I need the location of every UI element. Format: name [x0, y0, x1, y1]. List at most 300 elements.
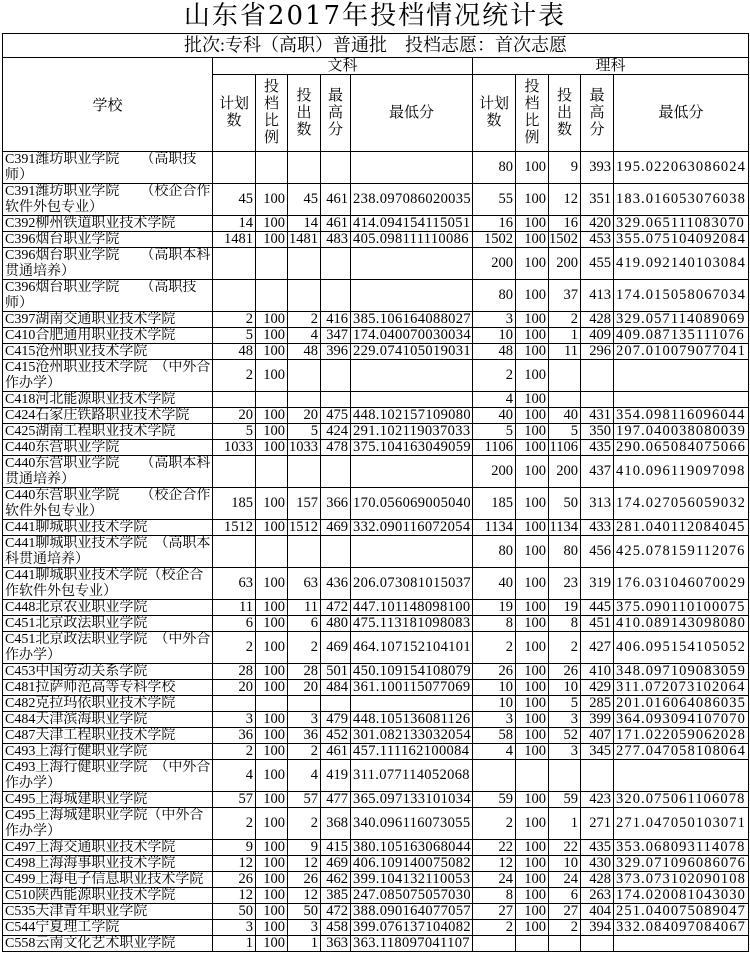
science-admission-ratio: 100	[524, 440, 546, 455]
science-min-score: 354.098116096044	[616, 408, 746, 423]
arts-max-score	[321, 456, 350, 487]
arts-min-score	[351, 360, 472, 391]
science-min-score: 201.016064086035	[616, 696, 746, 711]
arts-plan-count-cell	[213, 888, 256, 904]
arts-max-score-cell	[321, 216, 351, 232]
science-admission-ratio: 100	[524, 312, 546, 327]
science-min-score-cell	[614, 360, 749, 392]
arts-admission-ratio: 100	[263, 495, 285, 511]
arts-admission-ratio-cell	[256, 760, 288, 792]
science-max-score-cell	[581, 184, 614, 216]
arts-admission-ratio-cell	[256, 792, 288, 808]
science-min-score: 277.047058108064	[616, 744, 746, 759]
table-row	[3, 344, 749, 360]
science-admission-ratio: 100	[524, 287, 546, 303]
science-plan-count	[473, 936, 515, 951]
science-min-score: 355.075104092084	[616, 232, 746, 247]
arts-min-score-cell	[351, 360, 473, 392]
science-plan-count: 80	[498, 159, 513, 175]
science-admission-ratio: 100	[524, 872, 546, 887]
science-admitted-count: 52	[563, 728, 578, 743]
science-max-score: 409	[589, 328, 611, 343]
school-name-cell	[3, 488, 213, 520]
science-admitted-count-cell	[549, 712, 581, 728]
arts-max-score-header-cell	[321, 75, 351, 152]
school-name-cell	[3, 280, 213, 312]
arts-admission-ratio	[256, 536, 287, 567]
arts-admission-ratio: 100	[263, 712, 285, 727]
arts-admitted-count-cell	[288, 792, 321, 808]
science-max-score	[581, 392, 613, 407]
science-min-score-cell	[614, 920, 749, 936]
arts-admission-ratio-cell	[256, 904, 288, 920]
arts-max-score	[321, 536, 350, 567]
arts-min-score: 414.094154115051	[353, 216, 471, 231]
arts-plan-count: 26	[238, 872, 253, 887]
arts-plan-count: 4	[245, 767, 253, 783]
arts-max-score: 483	[326, 232, 348, 247]
arts-plan-count	[213, 280, 255, 311]
science-min-score-cell	[614, 488, 749, 520]
arts-admitted-count: 4	[310, 328, 318, 343]
science-plan-count: 10	[498, 696, 513, 711]
science-admitted-count-cell	[549, 152, 581, 184]
table-row	[3, 728, 749, 744]
arts-min-score-cell	[351, 328, 473, 344]
arts-max-score-cell	[321, 440, 351, 456]
arts-max-score-cell	[321, 696, 351, 712]
table-row	[3, 696, 749, 712]
science-admission-ratio: 100	[524, 495, 546, 511]
school-name-cell	[3, 392, 213, 408]
arts-admitted-count-cell	[288, 920, 321, 936]
science-min-score	[614, 760, 748, 791]
arts-min-score: 380.105163068044	[353, 840, 471, 855]
arts-max-score-cell	[321, 888, 351, 904]
science-admission-ratio: 100	[524, 904, 546, 919]
arts-max-score: 469	[326, 856, 348, 871]
arts-min-score-cell	[351, 456, 473, 488]
science-max-score-cell	[581, 888, 614, 904]
arts-admitted-count: 3	[310, 920, 318, 935]
arts-max-score-cell	[321, 152, 351, 184]
arts-min-score: 332.090116072054	[353, 520, 471, 535]
science-admitted-count: 1	[570, 815, 578, 831]
arts-plan-count-cell	[213, 632, 256, 664]
arts-min-score-cell	[351, 632, 473, 664]
arts-admitted-count-cell	[288, 424, 321, 440]
school-name: C391潍坊职业学院 （校企合作软件外包专业）	[5, 184, 211, 215]
science-admitted-count-cell	[549, 392, 581, 408]
science-min-score-cell	[614, 392, 749, 408]
arts-plan-count-cell	[213, 216, 256, 232]
arts-min-score: 448.102157109080	[353, 408, 471, 423]
arts-min-score: 464.107152104101	[353, 639, 471, 655]
science-admitted-count-cell	[549, 616, 581, 632]
arts-max-score: 416	[326, 312, 348, 327]
science-min-score: 176.031046070029	[616, 575, 746, 591]
arts-plan-count-cell	[213, 360, 256, 392]
science-admitted-count-cell	[549, 232, 581, 248]
science-admission-ratio: 100	[524, 664, 546, 679]
school-name: C440东营职业学院 （校企合作软件外包专业）	[5, 488, 211, 519]
arts-plan-count-cell	[213, 712, 256, 728]
arts-max-score-cell	[321, 488, 351, 520]
science-plan-count-cell	[473, 936, 516, 952]
arts-plan-count: 3	[245, 712, 253, 727]
arts-admitted-count-cell	[288, 904, 321, 920]
science-admission-ratio-cell	[516, 456, 549, 488]
arts-admission-ratio-cell	[256, 856, 288, 872]
table-row	[3, 616, 749, 632]
science-plan-count: 8	[505, 616, 513, 631]
arts-admitted-count: 1481	[289, 232, 318, 247]
arts-max-score: 424	[326, 424, 348, 439]
science-max-score: 407	[589, 728, 611, 743]
arts-min-score-cell	[351, 696, 473, 712]
arts-plan-count: 28	[238, 664, 253, 679]
science-admission-ratio	[516, 760, 548, 791]
science-admission-ratio-cell	[516, 520, 549, 536]
science-max-score-cell	[581, 616, 614, 632]
arts-admission-ratio-cell	[256, 424, 288, 440]
arts-admitted-count	[288, 456, 320, 487]
science-min-score: 171.022059062028	[616, 728, 746, 743]
arts-max-score: 436	[326, 575, 348, 591]
science-min-score: 320.075061106078	[616, 792, 746, 807]
arts-max-score	[321, 280, 350, 311]
school-name: C418河北能源职业技术学院	[5, 392, 176, 407]
school-name: C493上海行健职业学院 （中外合作办学）	[5, 760, 211, 791]
school-name: C424石家庄铁路职业技术学院	[5, 408, 190, 423]
arts-admission-ratio: 100	[263, 815, 285, 831]
arts-plan-count: 1512	[224, 520, 253, 535]
science-plan-count: 10	[498, 680, 513, 695]
science-admission-ratio-cell	[516, 616, 549, 632]
arts-max-score: 479	[326, 712, 348, 727]
science-min-score-cell	[614, 744, 749, 760]
arts-min-score-cell	[351, 424, 473, 440]
science-admitted-count-cell	[549, 536, 581, 568]
arts-plan-count-cell	[213, 600, 256, 616]
science-admission-ratio-cell	[516, 632, 549, 664]
arts-min-score	[351, 456, 472, 487]
table-body	[3, 152, 749, 952]
arts-admitted-count-cell	[288, 248, 321, 280]
science-plan-count: 26	[498, 664, 513, 679]
school-name: C497上海交通职业技术学院	[5, 840, 176, 855]
arts-admission-ratio	[256, 248, 287, 279]
arts-plan-count: 2	[245, 367, 253, 383]
arts-admitted-count: 1033	[289, 440, 318, 455]
arts-plan-count	[213, 456, 255, 487]
science-max-score: 285	[589, 696, 611, 711]
arts-plan-count: 63	[238, 575, 253, 591]
arts-plan-count: 12	[238, 888, 253, 903]
science-min-score-cell	[614, 696, 749, 712]
science-plan-count: 10	[498, 328, 513, 343]
arts-min-score: 170.056069005040	[353, 495, 471, 511]
science-admission-ratio: 100	[524, 888, 546, 903]
arts-admitted-count-header: 投出数	[296, 87, 312, 138]
arts-min-score: 291.102119037033	[353, 424, 471, 439]
science-admission-ratio-cell	[516, 920, 549, 936]
school-name: C415沧州职业技术学院 （中外合作办学）	[5, 360, 211, 391]
science-admitted-count: 16	[563, 216, 578, 231]
science-plan-count-cell	[473, 360, 516, 392]
arts-min-score: 475.113181098083	[353, 616, 471, 631]
arts-max-score-cell	[321, 856, 351, 872]
arts-admission-ratio-cell	[256, 408, 288, 424]
arts-admitted-count: 3	[310, 712, 318, 727]
science-max-score: 433	[589, 520, 611, 535]
science-admission-ratio: 100	[524, 392, 546, 407]
science-min-score: 329.057114089069	[616, 312, 746, 327]
school-name: C510陕西能源职业技术学院	[5, 888, 176, 903]
arts-plan-count: 5	[245, 328, 253, 343]
science-admitted-count-cell	[549, 808, 581, 840]
table-row	[3, 408, 749, 424]
arts-min-score-cell	[351, 936, 473, 952]
science-admission-ratio-cell	[516, 328, 549, 344]
science-plan-count-cell	[473, 152, 516, 184]
science-admitted-count: 6	[570, 888, 578, 903]
science-admission-ratio: 100	[524, 543, 546, 559]
science-admission-ratio: 100	[524, 792, 546, 807]
arts-admitted-count: 1	[310, 936, 318, 951]
science-min-score-cell	[614, 728, 749, 744]
science-min-score: 410.096119097098	[616, 463, 746, 479]
arts-plan-count: 2	[245, 639, 253, 655]
science-min-score-cell	[614, 184, 749, 216]
arts-admission-ratio-cell	[256, 616, 288, 632]
arts-admission-ratio: 100	[263, 424, 285, 439]
science-admitted-count-cell	[549, 920, 581, 936]
arts-min-score-cell	[351, 888, 473, 904]
arts-max-score-cell	[321, 344, 351, 360]
science-max-score: 435	[589, 440, 611, 455]
science-admitted-count	[549, 360, 580, 391]
science-plan-count-cell	[473, 664, 516, 680]
arts-max-score: 458	[326, 920, 348, 935]
arts-admission-ratio-cell	[256, 568, 288, 600]
arts-admitted-count-cell	[288, 440, 321, 456]
arts-max-score-cell	[321, 728, 351, 744]
science-plan-count-cell	[473, 184, 516, 216]
arts-admitted-count-cell	[288, 632, 321, 664]
school-name: C482克拉玛依职业技术学院	[5, 696, 176, 711]
arts-admission-ratio: 100	[263, 856, 285, 871]
science-min-score: 332.084097084067	[616, 920, 746, 935]
science-max-score-cell	[581, 456, 614, 488]
arts-admission-ratio: 100	[263, 575, 285, 591]
table-row	[3, 568, 749, 600]
arts-admission-ratio: 100	[263, 728, 285, 743]
arts-min-score-cell	[351, 600, 473, 616]
arts-admission-ratio-cell	[256, 600, 288, 616]
arts-admitted-count: 48	[303, 344, 318, 359]
arts-admission-ratio: 100	[263, 191, 285, 207]
science-max-score-cell	[581, 760, 614, 792]
science-admission-ratio: 100	[524, 712, 546, 727]
table-row	[3, 424, 749, 440]
arts-plan-count-cell	[213, 792, 256, 808]
school-name: C453中国劳动关系学院	[5, 664, 148, 679]
science-plan-count: 40	[498, 408, 513, 423]
science-admitted-count: 37	[563, 287, 578, 303]
science-max-score: 456	[589, 543, 611, 559]
arts-min-score: 385.106164088027	[353, 312, 471, 327]
admission-statistics-table	[2, 33, 749, 952]
science-admitted-count-cell	[549, 568, 581, 600]
school-header: 学校	[92, 98, 123, 114]
science-admission-ratio-cell	[516, 760, 549, 792]
science-admission-ratio-cell	[516, 408, 549, 424]
school-name-cell	[3, 216, 213, 232]
arts-plan-count-cell	[213, 616, 256, 632]
arts-admitted-count-cell	[288, 840, 321, 856]
science-admitted-count-cell	[549, 664, 581, 680]
arts-min-score: 405.098111110086	[353, 232, 469, 247]
arts-plan-count: 6	[245, 616, 253, 631]
science-admission-ratio: 100	[524, 159, 546, 175]
science-min-score-cell	[614, 872, 749, 888]
science-admission-ratio-cell	[516, 184, 549, 216]
science-max-score: 429	[589, 680, 611, 695]
school-name-cell	[3, 568, 213, 600]
science-plan-count-cell	[473, 232, 516, 248]
science-admission-ratio: 100	[524, 216, 546, 231]
science-plan-count-cell	[473, 456, 516, 488]
science-max-score-cell	[581, 920, 614, 936]
science-admitted-count: 200	[556, 463, 578, 479]
science-min-score: 353.068093114078	[616, 840, 746, 855]
science-max-score: 313	[589, 495, 611, 511]
science-max-score: 427	[589, 639, 611, 655]
school-name: C498上海海事职业技术学院	[5, 856, 176, 871]
arts-min-score	[351, 536, 472, 567]
science-admission-ratio-cell	[516, 904, 549, 920]
science-min-score-cell	[614, 792, 749, 808]
science-plan-count-cell	[473, 840, 516, 856]
table-row	[3, 360, 749, 392]
science-admitted-count: 200	[556, 255, 578, 271]
arts-plan-count: 48	[238, 344, 253, 359]
arts-max-score-cell	[321, 328, 351, 344]
arts-min-score-cell	[351, 792, 473, 808]
table-row	[3, 856, 749, 872]
science-admission-ratio: 100	[524, 255, 546, 271]
science-min-score-cell	[614, 408, 749, 424]
arts-max-score-cell	[321, 568, 351, 600]
science-plan-count: 24	[498, 872, 513, 887]
arts-admitted-count: 20	[303, 680, 318, 695]
arts-plan-count-cell	[213, 344, 256, 360]
arts-min-score: 448.105136081126	[353, 712, 471, 727]
science-min-score: 329.065111083070	[616, 216, 745, 231]
science-admitted-count-cell	[549, 520, 581, 536]
table-row	[3, 248, 749, 280]
science-min-score	[614, 936, 748, 951]
science-min-score-cell	[614, 456, 749, 488]
school-name: C440东营职业学院 （高职本科贯通培养）	[5, 456, 211, 487]
school-name-cell	[3, 440, 213, 456]
arts-admitted-count: 5	[310, 424, 318, 439]
science-plan-count-cell	[473, 712, 516, 728]
science-max-score-cell	[581, 632, 614, 664]
science-max-score-header: 最高分	[589, 87, 605, 138]
science-min-score	[614, 360, 748, 391]
arts-max-score-cell	[321, 392, 351, 408]
science-max-score: 455	[589, 255, 611, 271]
arts-admission-ratio: 100	[263, 232, 285, 247]
arts-admitted-count-cell	[288, 280, 321, 312]
arts-max-score: 472	[326, 904, 348, 919]
science-admitted-count-cell	[549, 440, 581, 456]
table-row	[3, 712, 749, 728]
science-admission-ratio-cell	[516, 360, 549, 392]
science-plan-count: 4	[505, 744, 513, 759]
arts-min-score-header-cell	[351, 75, 473, 152]
arts-max-score: 363	[326, 936, 348, 951]
science-admission-ratio-cell	[516, 792, 549, 808]
science-admitted-count-cell	[549, 840, 581, 856]
science-admitted-count: 9	[570, 159, 578, 175]
science-admitted-count: 24	[563, 872, 578, 887]
arts-plan-count: 50	[238, 904, 253, 919]
arts-max-score: 396	[326, 344, 348, 359]
arts-admission-ratio-cell	[256, 312, 288, 328]
table-row	[3, 184, 749, 216]
table-row	[3, 520, 749, 536]
arts-admitted-count-cell	[288, 568, 321, 600]
arts-min-score: 301.082133032054	[353, 728, 471, 743]
science-admission-ratio-cell	[516, 232, 549, 248]
arts-admission-ratio-cell	[256, 360, 288, 392]
science-max-score-cell	[581, 424, 614, 440]
science-admitted-count-cell	[549, 632, 581, 664]
science-plan-count: 2	[505, 920, 513, 935]
arts-admission-ratio: 100	[263, 904, 285, 919]
science-admission-ratio-cell	[516, 216, 549, 232]
arts-admission-ratio-cell	[256, 744, 288, 760]
science-plan-count-cell	[473, 728, 516, 744]
science-min-score: 281.040112084045	[616, 520, 746, 535]
arts-plan-count-cell	[213, 520, 256, 536]
table-row	[3, 232, 749, 248]
arts-min-score: 363.118097041107	[353, 936, 470, 951]
arts-plan-count: 185	[231, 495, 253, 511]
science-admission-ratio: 100	[524, 328, 546, 343]
science-admission-ratio: 100	[524, 367, 546, 383]
science-max-score	[581, 760, 613, 791]
arts-max-score	[321, 152, 350, 183]
arts-admission-ratio: 100	[263, 367, 285, 383]
arts-admitted-count-cell	[288, 312, 321, 328]
school-name: C535天津青年职业学院	[5, 904, 148, 919]
science-plan-count: 27	[498, 904, 513, 919]
arts-admission-ratio-cell	[256, 680, 288, 696]
science-min-score-cell	[614, 344, 749, 360]
arts-admitted-count: 28	[303, 664, 318, 679]
arts-plan-count-cell	[213, 488, 256, 520]
arts-admission-ratio-cell	[256, 936, 288, 952]
science-min-score-cell	[614, 616, 749, 632]
science-admission-ratio-cell	[516, 856, 549, 872]
arts-admitted-count: 12	[303, 856, 318, 871]
arts-admitted-count-cell	[288, 232, 321, 248]
arts-max-score-cell	[321, 408, 351, 424]
